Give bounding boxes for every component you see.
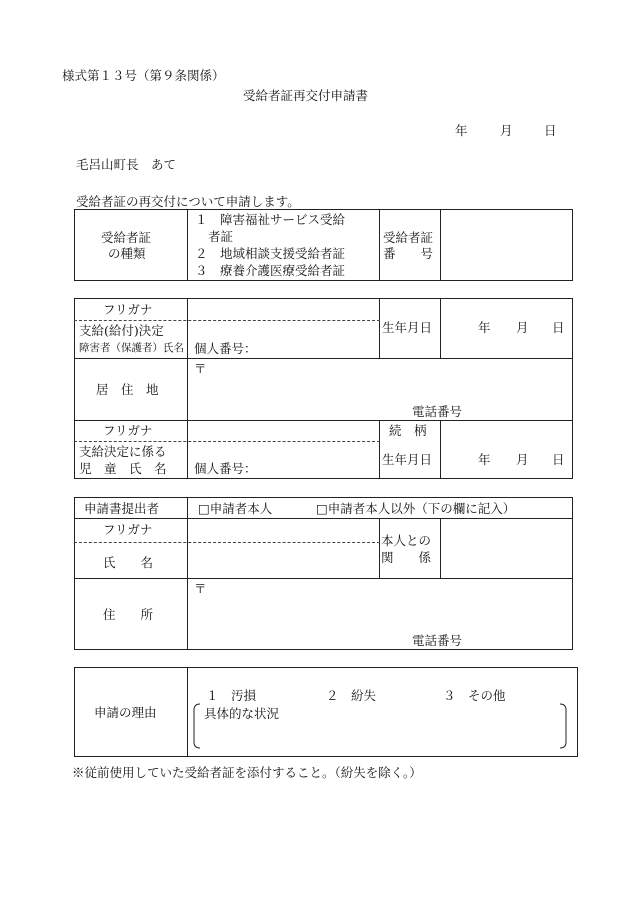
- child-birth-day-label: 日: [552, 452, 565, 467]
- child-birth-date-label: 生年月日: [382, 452, 433, 467]
- submitter-relation-label-2: 関 係: [381, 550, 432, 565]
- child-personal-number-label: 個人番号：: [194, 461, 257, 476]
- submitter-name-field[interactable]: [188, 519, 379, 577]
- certificate-number-label: 受給者証: [383, 230, 434, 245]
- form-number: 様式第１３号（第９条関係）: [62, 68, 225, 83]
- submitter-address-label: 住 所: [103, 607, 154, 622]
- type-option-3[interactable]: ３ 療養介護医療受給者証: [195, 263, 346, 278]
- type-option-2[interactable]: ２ 地域相談支援受給者証: [195, 246, 346, 261]
- reason-label: 申請の理由: [94, 705, 157, 720]
- phone-label: 電話番号: [412, 404, 463, 419]
- detail-label: 具体的な状況: [204, 706, 280, 721]
- reason-option-lost[interactable]: ２ 紛失: [326, 688, 377, 703]
- residence-label: 居 住 地: [96, 382, 159, 397]
- attachment-note: ※従前使用していた受給者証を添付すること。（紛失を除く。）: [72, 765, 422, 780]
- detail-field[interactable]: [204, 722, 560, 748]
- recipient-furigana-label: フリガナ: [103, 302, 153, 317]
- postal-mark: 〒: [194, 361, 207, 376]
- submitter-relation-label: 本人との: [381, 533, 432, 548]
- certificate-type-label-2: の種類: [108, 246, 146, 261]
- recipient-furigana-field[interactable]: [188, 299, 379, 320]
- certificate-number-field[interactable]: [441, 210, 572, 280]
- certificate-type-label: 受給者証: [101, 230, 152, 245]
- birth-year-label: 年: [478, 320, 491, 335]
- type-option-1[interactable]: １ 障害福祉サービス受給: [195, 212, 346, 227]
- submitter-furigana-label: フリガナ: [103, 522, 153, 537]
- birth-day-label: 日: [552, 320, 565, 335]
- relation-label: 続 柄: [389, 423, 427, 438]
- certificate-number-label-2: 番 号: [383, 246, 434, 261]
- birth-date-label: 生年月日: [382, 320, 433, 335]
- submitter-self-checkbox[interactable]: □申請者本人: [198, 501, 273, 516]
- form-title: 受給者証再交付申請書: [243, 88, 369, 103]
- submitter-name-label: 氏 名: [103, 555, 154, 570]
- reason-option-other[interactable]: ３ その他: [443, 688, 506, 703]
- child-birth-month-label: 月: [516, 452, 529, 467]
- submitter-label: 申請書提出者: [84, 501, 160, 516]
- type-option-1-cont: 者証: [208, 229, 234, 244]
- residence-field[interactable]: [188, 359, 572, 419]
- date-month-label: 月: [500, 123, 513, 138]
- reason-option-soiled[interactable]: １ 汚損: [206, 688, 257, 703]
- child-name-label: 支給決定に係る: [79, 444, 167, 459]
- submitter-relation-field[interactable]: [441, 519, 572, 577]
- recipient-name-label: 支給(給付)決定: [79, 323, 164, 338]
- child-furigana-label: フリガナ: [103, 423, 153, 438]
- child-birth-year-label: 年: [478, 452, 491, 467]
- recipient-name-label-2: 障害者（保護者）氏名: [79, 342, 184, 354]
- date-day-label: 日: [544, 123, 557, 138]
- personal-number-label: 個人番号：: [194, 341, 257, 356]
- intro-text: 受給者証の再交付について申請します。: [76, 194, 300, 209]
- submitter-address-field[interactable]: [188, 579, 572, 649]
- child-name-label-2: 児 童 氏 名: [79, 461, 167, 476]
- submitter-postal-mark: 〒: [194, 581, 207, 596]
- birth-month-label: 月: [516, 320, 529, 335]
- addressee: 毛呂山町長 あて: [76, 157, 177, 172]
- submitter-phone-label: 電話番号: [412, 633, 463, 648]
- submitter-other-checkbox[interactable]: □申請者本人以外（下の欄に記入）: [316, 501, 516, 516]
- date-year-label: 年: [455, 123, 468, 138]
